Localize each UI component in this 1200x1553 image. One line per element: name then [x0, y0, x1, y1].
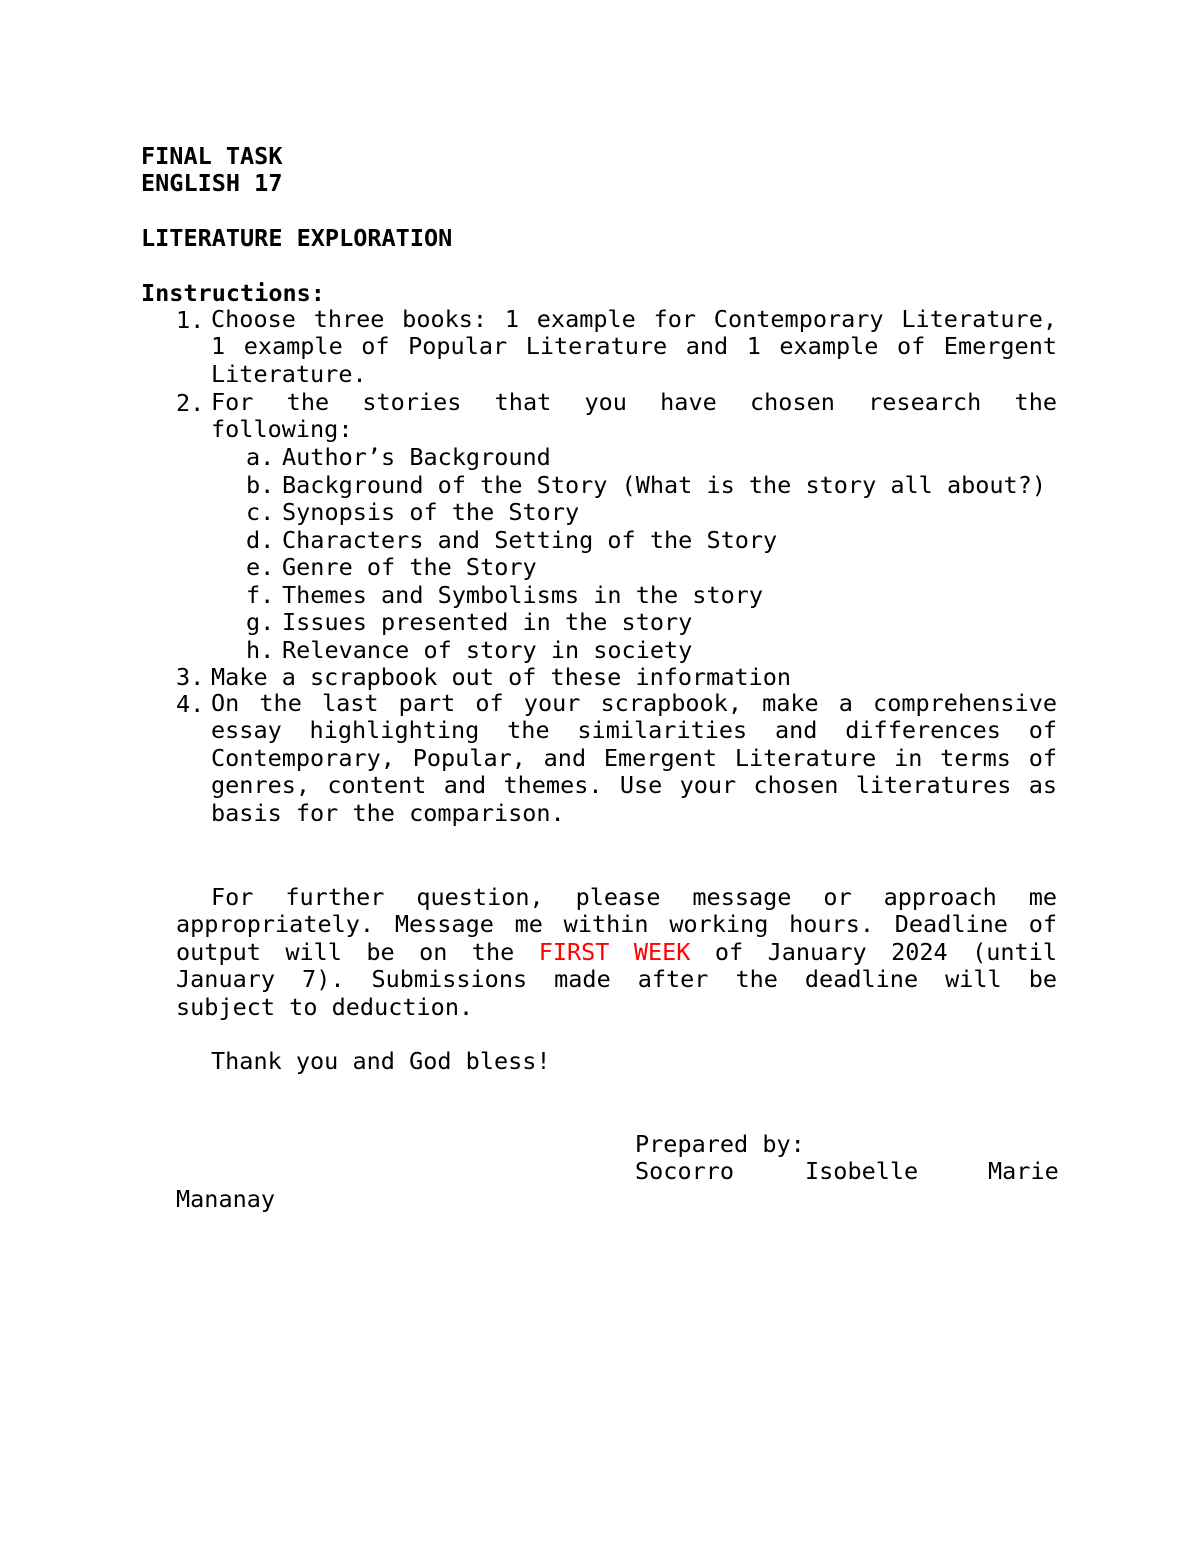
item-text-1: Choose three books: 1 example for Contemporary Literature, 1 example of Popular Literature and 1 example of Emergent Literature.: [211, 305, 1057, 388]
subitem-letter-a: a.: [246, 443, 275, 471]
prepared-by-label: Prepared by:: [635, 1130, 805, 1158]
subitem-text-c: Synopsis of the Story: [282, 498, 580, 526]
item-text-4: On the last part of your scrapbook, make a comprehensive essay highlighting the similarities and differences of Contemporary, Popular, and Emergent Literature in terms of genres, content and themes. Use your chosen literatures as basis for the comparison.: [211, 689, 1057, 827]
item-number-2: 2.: [176, 389, 205, 417]
subitem-letter-e: e.: [246, 553, 275, 581]
signature-name-middle: Isobelle: [805, 1157, 919, 1185]
item-text-2: For the stories that you have chosen research the following:: [211, 388, 1057, 444]
document-title: LITERATURE EXPLORATION: [141, 224, 453, 252]
item-number-4: 4.: [176, 690, 205, 718]
header-final-task: FINAL TASK: [141, 142, 283, 170]
signature-name-third: Marie: [988, 1157, 1059, 1185]
subitem-text-e: Genre of the Story: [282, 553, 537, 581]
item-text-3: Make a scrapbook out of these information: [211, 663, 792, 691]
subitem-letter-g: g.: [246, 608, 275, 636]
instructions-label: Instructions:: [141, 279, 325, 307]
item-number-3: 3.: [176, 663, 205, 691]
signature-name-first: Socorro: [635, 1157, 735, 1185]
subitem-text-d: Characters and Setting of the Story: [282, 526, 778, 554]
closing-text-after: of January 2024 (until January 7). Submissions made after the deadline will be subject to deduction.: [176, 937, 1057, 1021]
subitem-text-h: Relevance of story in society: [282, 636, 693, 664]
closing-paragraph: [176, 884, 1057, 1021]
subitem-text-b: Background of the Story (What is the story all about?): [282, 471, 1047, 499]
subitem-letter-h: h.: [246, 636, 275, 664]
subitem-letter-c: c.: [246, 498, 275, 526]
subitem-letter-f: f.: [246, 581, 275, 609]
deadline-highlight: FIRST WEEK: [538, 937, 691, 966]
closing-text-before: For further question, please message or approach me appropriately. Message me within working hours. Deadline of output will be on the: [176, 883, 1057, 966]
subitem-letter-b: b.: [246, 471, 275, 499]
item-number-1: 1.: [176, 306, 205, 334]
thanks-line: Thank you and God bless!: [211, 1047, 551, 1075]
header-course: ENGLISH 17: [141, 169, 283, 197]
signature-surname: Mananay: [176, 1185, 276, 1213]
subitem-text-a: Author’s Background: [282, 443, 551, 471]
subitem-letter-d: d.: [246, 526, 275, 554]
subitem-text-g: Issues presented in the story: [282, 608, 693, 636]
subitem-text-f: Themes and Symbolisms in the story: [282, 581, 764, 609]
